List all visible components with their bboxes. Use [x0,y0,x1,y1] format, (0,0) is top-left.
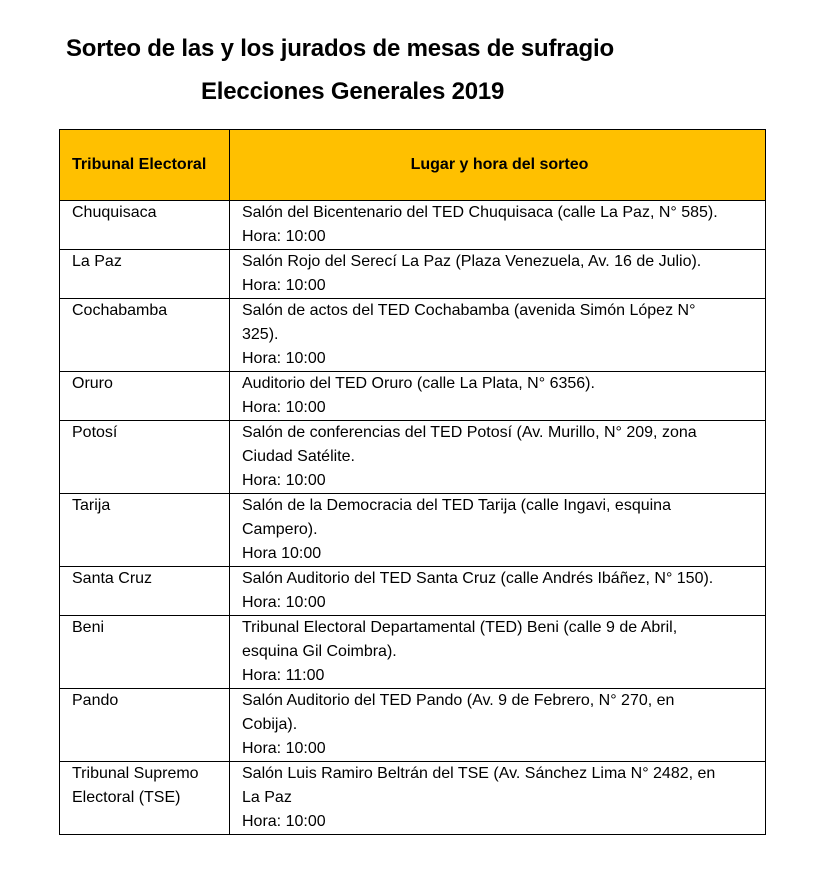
tribunal-name-line: Santa Cruz [72,570,153,587]
hora-text: Hora: 10:00 [242,399,326,416]
hora-text: Hora: 10:00 [242,350,326,367]
table-row [60,616,766,689]
cell-lugar [230,494,766,567]
lugar-text-line: Cobija). [242,716,298,733]
cell-tribunal [60,250,230,299]
cell-tribunal [60,372,230,421]
tribunal-name-line: Pando [72,692,119,709]
tribunal-name-line: Beni [72,619,105,636]
cell-lugar [230,299,766,372]
cell-lugar [230,372,766,421]
cell-lugar [230,616,766,689]
lugar-text-line: Ciudad Satélite. [242,448,355,465]
column-header-tribunal: Tribunal Electoral [60,130,230,201]
schedule-table [59,129,766,835]
table-row [60,201,766,250]
lugar-text-line: Salón de conferencias del TED Potosí (Av. Murillo, N° 209, zona [242,424,697,441]
hora-text: Hora: 10:00 [242,228,326,245]
column-header-lugar: Lugar y hora del sorteo [230,130,766,201]
cell-lugar [230,250,766,299]
lugar-text-line: Salón Auditorio del TED Santa Cruz (calle Andrés Ibáñez, N° 150). [242,570,714,587]
lugar-text-line: Campero). [242,521,318,538]
table-row [60,567,766,616]
cell-tribunal [60,616,230,689]
table-row [60,494,766,567]
lugar-text-line: Auditorio del TED Oruro (calle La Plata, N° 6356). [242,375,595,392]
hora-text: Hora: 10:00 [242,813,326,830]
lugar-text-line: Salón Luis Ramiro Beltrán del TSE (Av. Sánchez Lima N° 2482, en [242,765,716,782]
lugar-text-line: Salón Auditorio del TED Pando (Av. 9 de Febrero, N° 270, en [242,692,675,709]
tribunal-name-line: Electoral (TSE) [72,789,181,806]
cell-tribunal [60,299,230,372]
document-title: Sorteo de las y los jurados de mesas de sufragio [66,35,614,62]
hora-text: Hora: 11:00 [242,667,325,684]
cell-lugar [230,567,766,616]
table-row [60,372,766,421]
lugar-text-line: La Paz [242,789,292,806]
lugar-text-line: Salón de actos del TED Cochabamba (avenida Simón López N° [242,302,696,319]
table-row [60,421,766,494]
tribunal-name-line: Tribunal Supremo [72,765,199,782]
hora-text: Hora: 10:00 [242,277,326,294]
table-body [60,201,766,835]
cell-tribunal [60,567,230,616]
tribunal-name-line: Oruro [72,375,113,392]
hora-text: Hora: 10:00 [242,472,326,489]
cell-tribunal [60,421,230,494]
table-header-row [60,130,766,201]
cell-tribunal [60,762,230,835]
table-row [60,689,766,762]
hora-text: Hora: 10:00 [242,740,326,757]
lugar-text-line: Salón Rojo del Serecí La Paz (Plaza Venezuela, Av. 16 de Julio). [242,253,702,270]
lugar-text-line: Salón de la Democracia del TED Tarija (calle Ingavi, esquina [242,497,671,514]
table-row [60,762,766,835]
hora-text: Hora: 10:00 [242,594,326,611]
table-row [60,299,766,372]
tribunal-name-line: Cochabamba [72,302,168,319]
cell-tribunal [60,201,230,250]
cell-tribunal [60,494,230,567]
lugar-text-line: Tribunal Electoral Departamental (TED) Beni (calle 9 de Abril, [242,619,678,636]
table-row [60,250,766,299]
document-subtitle: Elecciones Generales 2019 [201,78,505,105]
cell-lugar [230,201,766,250]
hora-text: Hora 10:00 [242,545,322,562]
cell-lugar [230,421,766,494]
lugar-text-line: Salón del Bicentenario del TED Chuquisaca (calle La Paz, N° 585). [242,204,718,221]
lugar-text-line: esquina Gil Coimbra). [242,643,397,660]
cell-lugar [230,689,766,762]
tribunal-name-line: Tarija [72,497,111,514]
tribunal-name-line: Potosí [72,424,118,441]
tribunal-name-line: Chuquisaca [72,204,157,221]
cell-tribunal [60,689,230,762]
cell-lugar [230,762,766,835]
tribunal-name-line: La Paz [72,253,122,270]
lugar-text-line: 325). [242,326,279,343]
